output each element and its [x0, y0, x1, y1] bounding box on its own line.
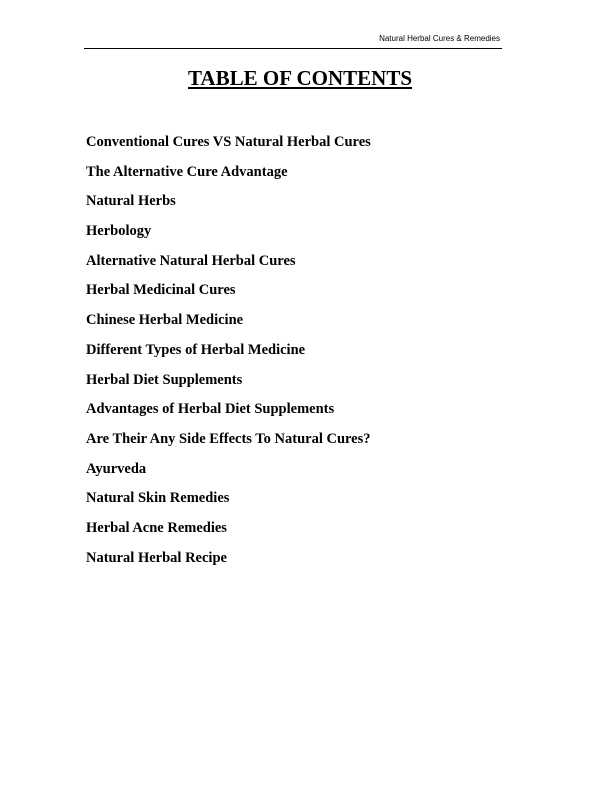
running-header: Natural Herbal Cures & Remedies [379, 34, 500, 43]
toc-entry: Herbal Diet Supplements [86, 371, 243, 388]
toc-entry: The Alternative Cure Advantage [86, 163, 288, 180]
toc-entry: Natural Herbal Recipe [86, 549, 227, 566]
toc-entry: Herbology [86, 223, 152, 240]
toc-entry: Alternative Natural Herbal Cures [86, 252, 296, 269]
toc-entry: Advantages of Herbal Diet Supplements [86, 401, 335, 418]
toc-entry: Conventional Cures VS Natural Herbal Cures [86, 134, 371, 150]
toc-entry: Chinese Herbal Medicine [86, 312, 244, 329]
toc-entry: Herbal Acne Remedies [86, 519, 227, 536]
toc-entry: Natural Herbs [86, 193, 176, 210]
toc-list [86, 132, 371, 577]
toc-entry: Are Their Any Side Effects To Natural Cures? [86, 430, 371, 447]
page-title: TABLE OF CONTENTS [187, 66, 413, 90]
toc-entry: Ayurveda [86, 460, 147, 477]
toc-entry: Herbal Medicinal Cures [86, 282, 236, 299]
toc-entry: Natural Skin Remedies [86, 490, 230, 507]
toc-entry: Different Types of Herbal Medicine [86, 341, 306, 358]
header-rule [84, 48, 502, 49]
